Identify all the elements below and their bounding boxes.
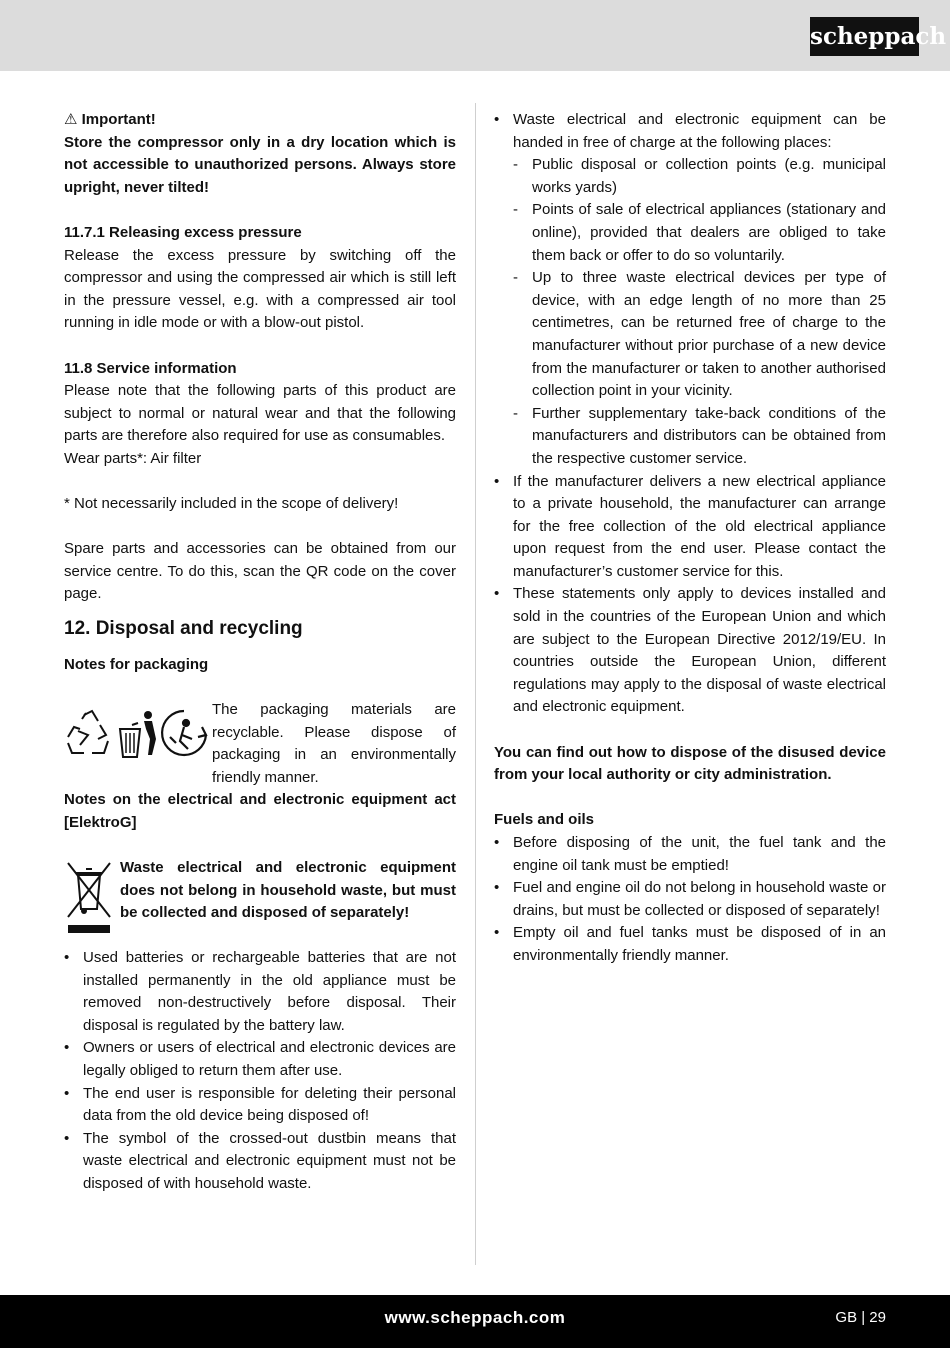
list-item: • These statements only apply to devices installed and sold in the countries of the European Union and which are subject to the European Directive 2012/19/EU. In countries outside the European Union, different regulations may apply to the disposal of waste electrical and electronic equipment. [494, 583, 886, 719]
section-11-7-1-text: Release the excess pressure by switching off the compressor and using the compressed air which is still left in the pressure vessel, e.g. with a compressed air tool running in idle mode or with a blow-out pistol. [64, 246, 456, 332]
section-11-8-title: 11.8 Service information [64, 359, 237, 377]
list-item: • Owners or users of electrical and electronic devices are legally obliged to return them after use. [64, 1037, 456, 1082]
recycle-hand-icon [162, 711, 206, 755]
column-divider [475, 103, 476, 1265]
list-item: • Empty oil and fuel tanks must be disposed of in an environmentally friendly manner. [494, 922, 886, 967]
fuels-title: Fuels and oils [494, 811, 595, 829]
packaging-title: Notes for packaging [64, 656, 209, 674]
footnote: * Not necessarily included in the scope of delivery! [64, 495, 399, 513]
elektrog-title: Notes on the electrical and electronic equipment act [ElektroG] [64, 791, 456, 831]
recycling-icon [68, 711, 108, 753]
list-item: • The symbol of the crossed-out dustbin means that waste electrical and electronic equipment must not be disposed of with household waste. [64, 1128, 456, 1196]
list-item: • If the manufacturer delivers a new electrical appliance to a private household, the manufacturer can arrange for the free collection of the old electrical appliance upon request from the end user. Please contact the manufacturer’s customer service for this. [494, 471, 886, 584]
sub-list-item: - Public disposal or collection points (e.g. municipal works yards) [494, 154, 886, 199]
section-11-7-1-title: 11.7.1 Releasing excess pressure [64, 223, 302, 241]
bullet-text: Waste electrical and electronic equipment can be handed in free of charge at the following places: [513, 111, 886, 151]
weee-block [64, 857, 456, 947]
right-column [494, 109, 886, 968]
packaging-icons [64, 705, 209, 765]
list-item: • Before disposing of the unit, the fuel tank and the engine oil tank must be emptied! [494, 832, 886, 877]
important-title: ⚠ Important! [64, 111, 156, 128]
website-link[interactable]: www.scheppach.com [384, 1308, 566, 1327]
wear-parts: Wear parts*: Air filter [64, 449, 202, 467]
collection-bullets [494, 109, 886, 719]
sub-list-item: - Points of sale of electrical appliances (stationary and online), provided that dealers are obliged to take them back or offer to do so voluntarily. [494, 199, 886, 267]
list-item [494, 109, 886, 471]
authority-note: You can find out how to dispose of the disused device from your local authority or city administration. [494, 743, 886, 784]
section-11-8-text: Please note that the following parts of this product are subject to normal or natural wear and that the following parts are therefore also required for use as consumables. [64, 382, 456, 445]
top-bar [0, 0, 950, 71]
page-number: GB | 29 [835, 1309, 886, 1326]
list-item: • Used batteries or rechargeable batteries that are not installed permanently in the old appliance must be removed non-destructively before disposal. Their disposal is regulated by the battery law. [64, 947, 456, 1037]
packaging-block [64, 699, 456, 789]
fuels-bullets [494, 832, 886, 968]
packaging-text: The packaging materials are recyclable. Please dispose of packaging in an environmentally friendly manner. [212, 701, 456, 787]
crossed-bin-icon [64, 859, 114, 935]
footer-bar [0, 1295, 950, 1348]
brand-logo: scheppach [810, 17, 919, 56]
sub-list-item: - Up to three waste electrical devices per type of device, with an edge length of no more than 25 centimetres, can be returned free of charge to the manufacturer without prior purchase of a new device from the manufacturer or taken to another authorised collection point in your vicinity. [494, 267, 886, 403]
disposal-bullets [64, 947, 456, 1196]
list-item: • Fuel and engine oil do not belong in household waste or drains, but must be collected or disposed of separately! [494, 877, 886, 922]
sub-list-item: - Further supplementary take-back conditions of the manufacturers and distributors can be obtained from the respective customer service. [494, 403, 886, 471]
spare-parts-text: Spare parts and accessories can be obtained from our service centre. To do this, scan the QR code on the cover page. [64, 540, 456, 603]
left-column [64, 109, 456, 1196]
weee-text: Waste electrical and electronic equipment does not belong in household waste, but must be collected and disposed of separately! [120, 859, 456, 922]
list-item: • The end user is responsible for deleting their personal data from the old device being disposed of! [64, 1083, 456, 1128]
important-text: Store the compressor only in a dry location which is not accessible to unauthorized persons. Always store upright, never tilted! [64, 133, 456, 196]
tidyman-icon [120, 711, 156, 757]
collection-sublist [494, 154, 886, 470]
section-12-title: 12. Disposal and recycling [64, 618, 303, 640]
